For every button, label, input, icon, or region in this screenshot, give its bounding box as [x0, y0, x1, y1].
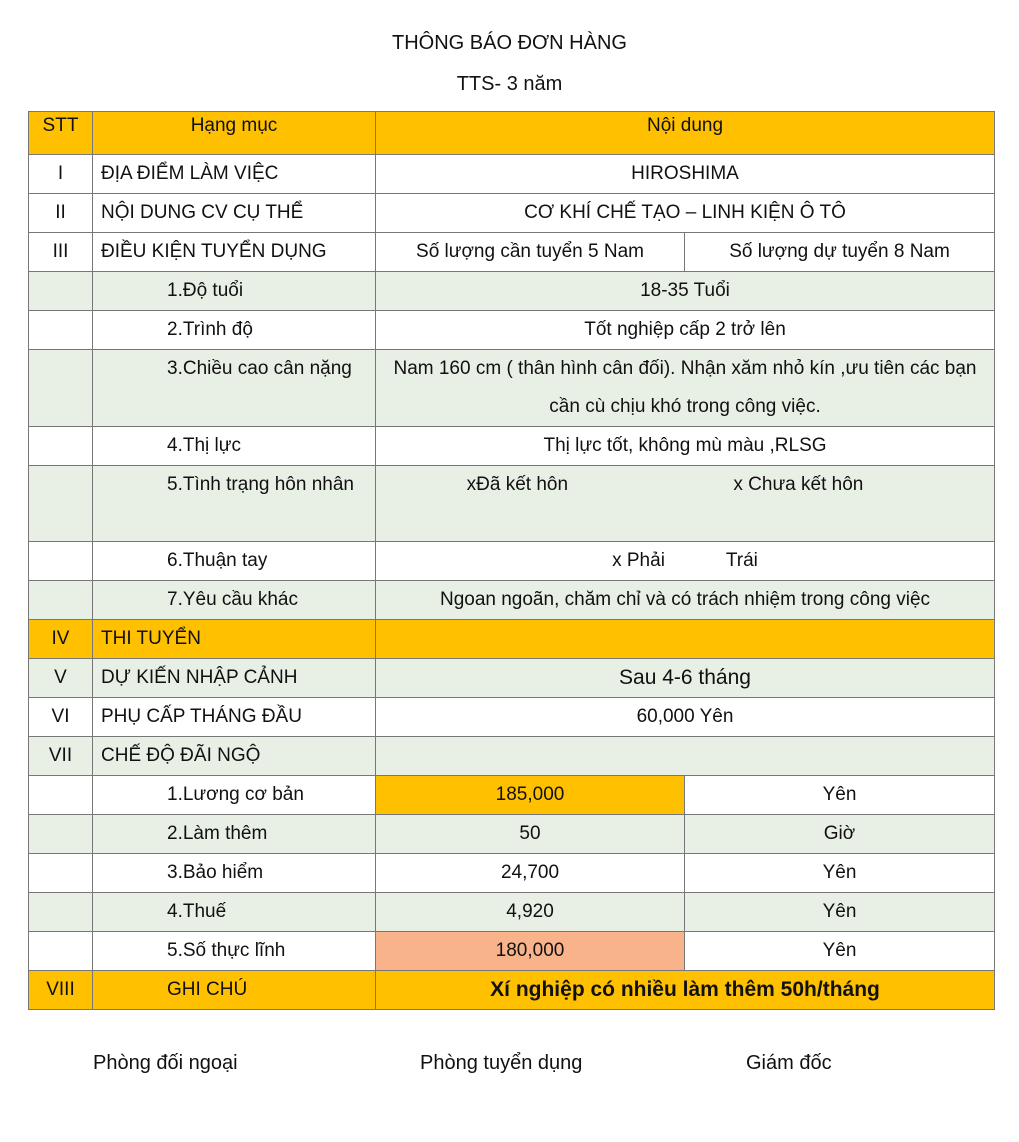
- table-row: [29, 542, 995, 581]
- row-label: PHỤ CẤP THÁNG ĐẦU: [93, 698, 376, 737]
- row-stt: III: [29, 233, 93, 272]
- table-row: [29, 581, 995, 620]
- row-stt: VI: [29, 698, 93, 737]
- row-label: ĐIỀU KIỆN TUYỂN DỤNG: [93, 233, 376, 272]
- page-title: THÔNG BÁO ĐƠN HÀNG: [392, 32, 627, 54]
- page-subtitle: TTS- 3 năm: [456, 73, 563, 95]
- marital-option-single: x Chưa kết hôn: [733, 474, 864, 495]
- table-row: [29, 233, 995, 272]
- note-value: Xí nghiệp có nhiều làm thêm 50h/tháng: [376, 971, 995, 1010]
- signature-foreign-affairs: Phòng đối ngoại: [93, 1052, 238, 1074]
- row-value: [376, 542, 995, 581]
- row-label: DỰ KIẾN NHẬP CẢNH: [93, 659, 376, 698]
- table-row: [29, 854, 995, 893]
- table-row: [29, 272, 995, 311]
- signature-director: Giám đốc: [746, 1052, 832, 1074]
- salary-unit: Yên: [685, 776, 995, 815]
- row-label: 4.Thuế: [93, 893, 376, 932]
- table-row: [29, 659, 995, 698]
- row-label: 5.Số thực lĩnh: [93, 932, 376, 971]
- row-label: GHI CHÚ: [93, 971, 376, 1010]
- header-stt: STT: [29, 112, 93, 155]
- net-unit: Yên: [685, 932, 995, 971]
- row-value: Ngoan ngoãn, chăm chỉ và có trách nhiệm trong công việc: [376, 581, 995, 620]
- row-label: NỘI DUNG CV CỤ THỂ: [93, 194, 376, 233]
- row-stt: II: [29, 194, 93, 233]
- table-row: [29, 776, 995, 815]
- row-stt: VIII: [29, 971, 93, 1010]
- table-row: [29, 698, 995, 737]
- table-row: [29, 815, 995, 854]
- recruit-candidates: Số lượng dự tuyển 8 Nam: [685, 233, 995, 272]
- row-stt: V: [29, 659, 93, 698]
- table-row: [29, 971, 995, 1010]
- overtime-value: 50: [376, 815, 685, 854]
- insurance-unit: Yên: [685, 854, 995, 893]
- row-label: 6.Thuận tay: [93, 542, 376, 581]
- row-value: Nam 160 cm ( thân hình cân đối). Nhận xăm nhỏ kín ,ưu tiên các bạn cần cù chịu khó trong công việc.: [376, 350, 995, 427]
- tax-unit: Yên: [685, 893, 995, 932]
- table-row: [29, 620, 995, 659]
- hand-option-right: x Phải: [612, 550, 665, 571]
- row-label: 2.Trình độ: [93, 311, 376, 350]
- row-value: CƠ KHÍ CHẾ TẠO – LINH KIỆN Ô TÔ: [376, 194, 995, 233]
- row-label: 2.Làm thêm: [93, 815, 376, 854]
- row-value: Thị lực tốt, không mù màu ,RLSG: [376, 427, 995, 466]
- table-row: [29, 427, 995, 466]
- row-label: 3.Bảo hiểm: [93, 854, 376, 893]
- signature-recruitment: Phòng tuyển dụng: [420, 1052, 583, 1074]
- table-row: [29, 311, 995, 350]
- row-value: 18-35 Tuổi: [376, 272, 995, 311]
- row-stt: I: [29, 155, 93, 194]
- header-row: [29, 112, 995, 155]
- table-row: [29, 350, 995, 427]
- row-stt: VII: [29, 737, 93, 776]
- header-category: Hạng mục: [93, 112, 376, 155]
- hand-option-left: Trái: [725, 550, 758, 571]
- row-label: 5.Tình trạng hôn nhân: [93, 466, 376, 542]
- row-label: ĐỊA ĐIỂM LÀM VIỆC: [93, 155, 376, 194]
- table-row: [29, 194, 995, 233]
- table-row: [29, 932, 995, 971]
- row-stt: IV: [29, 620, 93, 659]
- table-row: [29, 466, 995, 542]
- recruit-need: Số lượng cần tuyển 5 Nam: [376, 233, 685, 272]
- row-label: 1.Độ tuổi: [93, 272, 376, 311]
- table-row: [29, 737, 995, 776]
- row-value: [376, 466, 995, 542]
- salary-value: 185,000: [376, 776, 685, 815]
- row-label: 3.Chiều cao cân nặng: [93, 350, 376, 427]
- row-label: THI TUYỂN: [93, 620, 376, 659]
- marital-option-married: xĐã kết hôn: [466, 474, 569, 495]
- row-label: CHẾ ĐỘ ĐÃI NGỘ: [93, 737, 376, 776]
- table-row: [29, 155, 995, 194]
- tax-value: 4,920: [376, 893, 685, 932]
- row-value: Tốt nghiệp cấp 2 trở lên: [376, 311, 995, 350]
- table-row: [29, 893, 995, 932]
- order-table: [28, 111, 995, 1010]
- row-value: [376, 620, 995, 659]
- header-content: Nội dung: [376, 112, 995, 155]
- overtime-unit: Giờ: [685, 815, 995, 854]
- net-value: 180,000: [376, 932, 685, 971]
- row-value: HIROSHIMA: [376, 155, 995, 194]
- row-label: 1.Lương cơ bản: [93, 776, 376, 815]
- insurance-value: 24,700: [376, 854, 685, 893]
- row-label: 7.Yêu cầu khác: [93, 581, 376, 620]
- row-value: Sau 4-6 tháng: [376, 659, 995, 698]
- row-value: 60,000 Yên: [376, 698, 995, 737]
- row-label: 4.Thị lực: [93, 427, 376, 466]
